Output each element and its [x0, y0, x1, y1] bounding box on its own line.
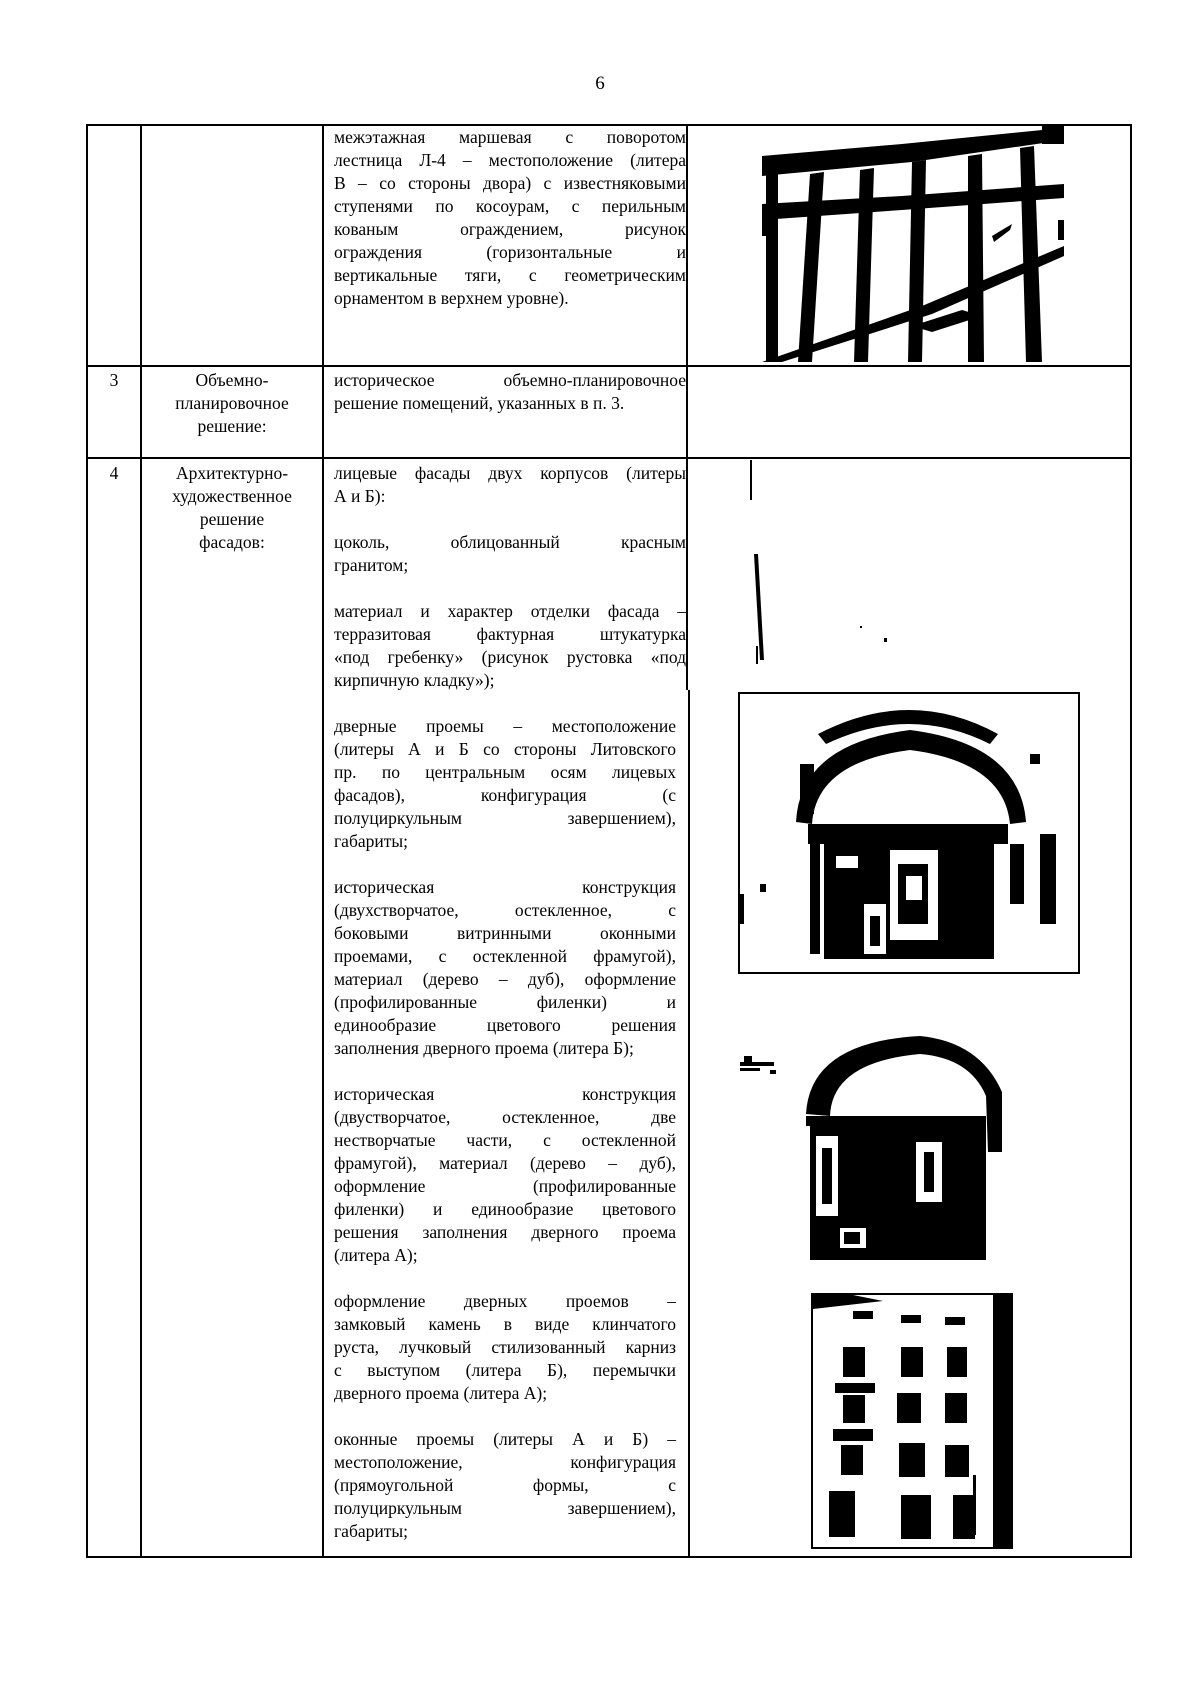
row-label — [142, 462, 322, 554]
text-line: решения заполнения дверного проема — [334, 1222, 676, 1242]
text-line: межэтажная маршевая с поворотом — [334, 127, 686, 147]
text-line: Объемно- — [195, 370, 269, 390]
paragraph — [334, 531, 686, 577]
door-litera-a-photo — [740, 1032, 1010, 1260]
text-line: «под гребенку» (рисунок рустовка «под — [334, 647, 686, 667]
text-line: лицевые фасады двух корпусов (литеры — [334, 463, 686, 483]
text-line: цоколь, облицованный красным — [334, 532, 686, 552]
row-divider — [86, 457, 1132, 459]
door-litera-b-photo — [738, 692, 1080, 974]
text-line: полуциркульным завершением), — [334, 1498, 676, 1518]
text-line: дверного проема (литера А); — [334, 1383, 548, 1403]
text-line: историческая конструкция — [334, 877, 676, 897]
paragraph — [334, 462, 686, 508]
text-line: В – со стороны двора) с известняковыми — [334, 173, 686, 193]
text-line: габариты; — [334, 1521, 408, 1541]
page-number: 6 — [595, 73, 605, 94]
text-line: фасадов), конфигурация (с — [334, 785, 676, 805]
text-line: кирпичную кладку»); — [334, 670, 495, 690]
text-line: руста, лучковый стилизованный карниз — [334, 1337, 676, 1357]
text-line: проемами, с остекленной фрамугой), — [334, 946, 676, 966]
row-description — [334, 462, 686, 715]
text-line: замковый камень в виде клинчатого — [334, 1314, 676, 1334]
text-line: (двустворчатое, остекленное, две — [334, 1107, 676, 1127]
column-divider — [322, 124, 324, 1558]
text-line: оформление дверных проемов – — [334, 1291, 676, 1311]
row-number: 3 — [109, 370, 119, 390]
row-description-continued — [334, 715, 676, 1566]
paragraph — [334, 600, 686, 692]
text-line: оформление (профилированные — [334, 1176, 676, 1196]
paragraph — [334, 1083, 676, 1267]
text-line: историческая конструкция — [334, 1084, 676, 1104]
text-line: ограждения (горизонтальные и — [334, 242, 686, 262]
text-line: решение — [199, 509, 265, 529]
text-line: фрамугой), материал (дерево – дуб), — [334, 1153, 676, 1173]
text-line: боковыми витринными оконными — [334, 923, 676, 943]
text-line: (двухстворчатое, остекленное, с — [334, 900, 676, 920]
text-line: А и Б): — [334, 486, 386, 506]
text-line: (прямоугольной формы, с — [334, 1475, 676, 1495]
text-line: ступенями по косоурам, с перильным — [334, 196, 686, 216]
row-number: 4 — [109, 463, 119, 483]
table-right-border — [1130, 124, 1132, 1558]
text-line: дверные проемы – местоположение — [334, 716, 676, 736]
text-line: фасадов: — [199, 532, 265, 552]
row-label — [142, 369, 322, 438]
text-line: художественное — [172, 486, 292, 506]
text-line: нестворчатые части, с остекленной — [334, 1130, 676, 1150]
text-line: местоположение, конфигурация — [334, 1452, 676, 1472]
text-line: вертикальные тяги, с геометрическим — [334, 265, 686, 285]
facade-edge-photo — [748, 460, 918, 670]
row-description — [334, 369, 686, 415]
text-line: гранитом; — [334, 555, 409, 575]
stair-railing-photo — [762, 126, 1064, 362]
text-line: историческое объемно-планировочное — [334, 370, 686, 390]
text-line: заполнения дверного проема (литера Б); — [334, 1038, 634, 1058]
text-line: кованым ограждением, рисунок — [334, 219, 686, 239]
text-line: решение помещений, указанных в п. 3. — [334, 393, 625, 413]
text-line: материал (дерево – дуб), оформление — [334, 969, 676, 989]
text-line: полуциркульным завершением), — [334, 808, 676, 828]
text-line: пр. по центральным осям лицевых — [334, 762, 676, 782]
text-line: решение: — [197, 416, 267, 436]
text-line: орнаментом в верхнем уровне). — [334, 288, 569, 308]
text-line: (литера А); — [334, 1245, 418, 1265]
column-divider — [688, 690, 690, 1558]
text-line: единообразие цветового решения — [334, 1015, 676, 1035]
text-line: терразитовая фактурная штукатурка — [334, 624, 686, 644]
text-line: лестница Л-4 – местоположение (литера — [334, 150, 686, 170]
table-left-border — [86, 124, 88, 1558]
text-line: планировочное — [175, 393, 289, 413]
facade-windows-photo — [811, 1293, 1013, 1549]
paragraph — [334, 715, 676, 853]
paragraph — [334, 1428, 676, 1543]
paragraph — [334, 1290, 676, 1405]
column-divider — [140, 124, 142, 1558]
text-line: материал и характер отделки фасада – — [334, 601, 686, 621]
text-line: (профилированные филенки) и — [334, 992, 676, 1012]
text-line: с выступом (литера Б), перемычки — [334, 1360, 676, 1380]
text-line: (литеры А и Б со стороны Литовского — [334, 739, 676, 759]
row-divider — [86, 365, 1132, 367]
text-line: оконные проемы (литеры А и Б) – — [334, 1429, 676, 1449]
paragraph — [334, 876, 676, 1060]
text-line: филенки) и единообразие цветового — [334, 1199, 676, 1219]
column-divider — [686, 124, 688, 690]
text-line: Архитектурно- — [175, 463, 289, 483]
text-line: габариты; — [334, 831, 408, 851]
row-continued-description — [334, 126, 686, 310]
